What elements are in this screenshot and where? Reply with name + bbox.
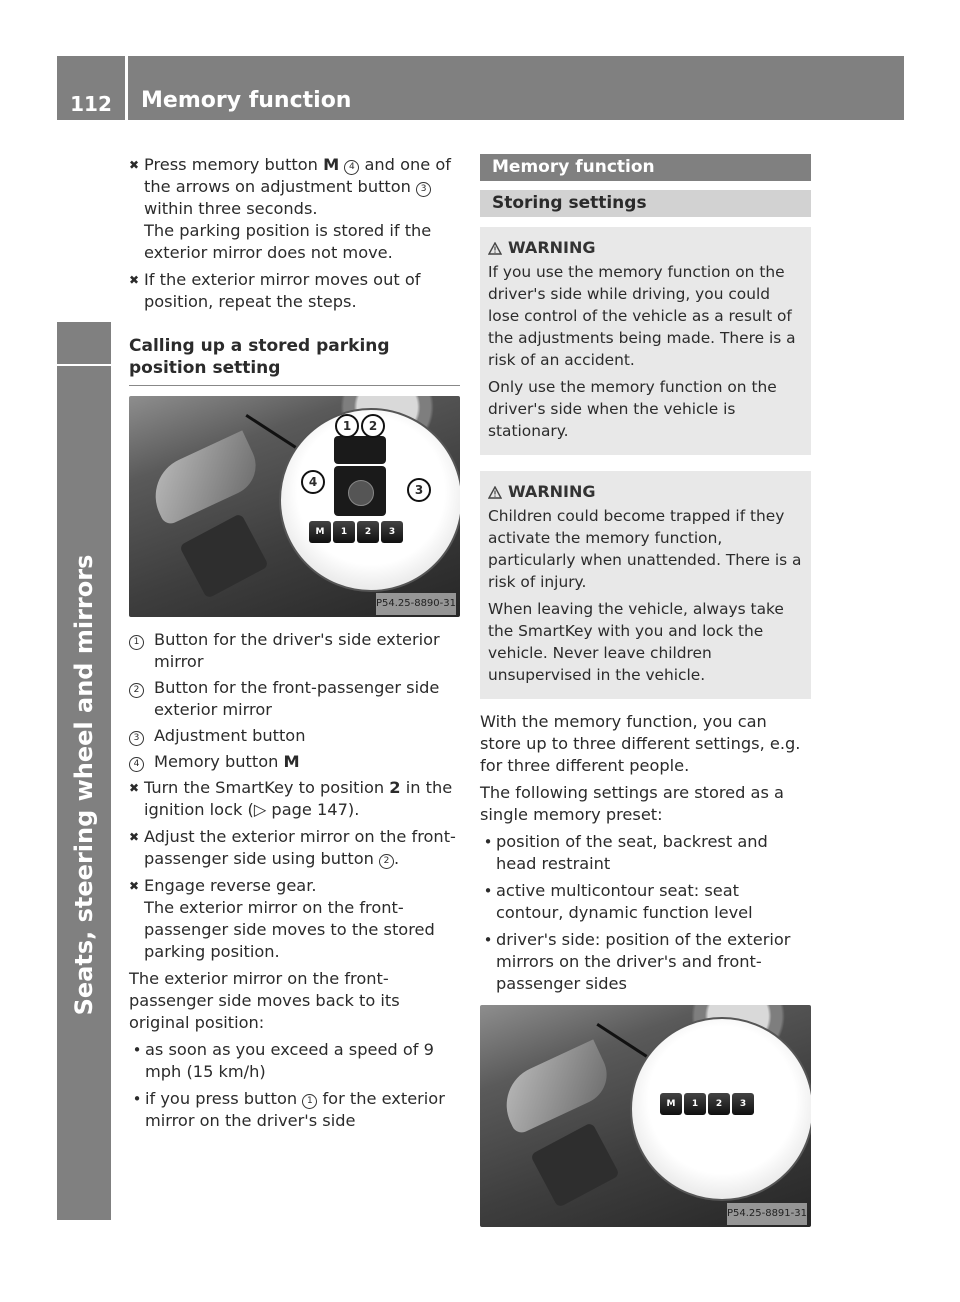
figure-door-panel-callouts <box>129 396 460 617</box>
step-note: The exterior mirror on the front-passenger side moves to the stored parking position. <box>144 898 435 961</box>
callout-3: 3 <box>407 478 431 502</box>
bullet-item: • active multicontour seat: seat contour, dynamic function level <box>480 880 811 924</box>
step-text: Adjust the exterior mirror on the front-passenger side using button 2 . <box>144 827 456 868</box>
page-reference-link[interactable]: page 147). <box>266 800 360 819</box>
paragraph: With the memory function, you can store up to three different settings, e.g. for three different people. <box>480 712 801 775</box>
warning-box <box>480 471 811 699</box>
door-handle <box>494 1039 617 1135</box>
window-switch-panel <box>179 513 269 599</box>
warning-text: If you use the memory function on the driver's side while driving, you could lose control of the vehicle as a result of the adjustments being made. There is a risk of an accident. <box>488 263 796 369</box>
zoom-pointer <box>245 414 299 450</box>
bullet-item: • as soon as you exceed a speed of 9 mph (15 km/h) <box>129 1039 460 1083</box>
callout-number: 1 <box>129 635 144 650</box>
legend-item: 3 Adjustment button <box>129 725 460 747</box>
memory-key-3: 3 <box>381 521 403 543</box>
figure-code: P54.25-8890-31 <box>376 593 456 615</box>
mirror-selector <box>334 436 386 464</box>
paragraph: The exterior mirror on the front-passenger side moves back to its original position: <box>129 969 400 1032</box>
window-switch-panel <box>530 1122 620 1208</box>
subsection-title: Storing settings <box>480 190 811 217</box>
step-text: If the exterior mirror moves out of position, repeat the steps. <box>144 270 421 311</box>
warning-text: When leaving the vehicle, always take the SmartKey with you and lock the vehicle. Never leave children unsupervised in the vehicle. <box>488 600 784 684</box>
bullet-item: • driver's side: position of the exterior mirrors on the driver's and front-passenger sides <box>480 929 811 995</box>
figure-memory-buttons <box>480 1005 811 1227</box>
memory-key-3: 3 <box>732 1093 754 1115</box>
callout-number: 2 <box>379 854 394 869</box>
warning-box <box>480 227 811 455</box>
bullet-icon: • <box>132 1090 142 1108</box>
memory-key-m: M <box>660 1093 682 1115</box>
callout-number: 2 <box>129 683 144 698</box>
instruction-step <box>129 269 460 313</box>
door-handle <box>143 430 266 526</box>
warning-text: Only use the memory function on the driver's side when the vehicle is stationary. <box>488 378 777 440</box>
instruction-step <box>129 154 460 264</box>
callout-1: 1 <box>335 414 359 438</box>
dpad-icon <box>348 480 374 506</box>
page-ref-arrow-icon: ▷ <box>253 800 267 819</box>
warning-title: WARNING <box>488 237 803 259</box>
figure-code: P54.25-8891-31 <box>727 1203 807 1225</box>
arrow-marker-icon: ✖ <box>129 830 140 844</box>
bullet-icon: • <box>483 833 493 851</box>
memory-keys <box>660 1093 754 1115</box>
instruction-step <box>129 826 460 870</box>
warning-text: Children could become trapped if they activate the memory function, particularly when unattended. There is a risk of injury. <box>488 507 802 591</box>
legend-item: 2 Button for the front-passenger side exterior mirror <box>129 677 460 721</box>
warning-triangle-icon <box>488 486 502 499</box>
instruction-step <box>129 875 460 963</box>
warning-title: WARNING <box>488 481 803 503</box>
bullet-item: • if you press button 1 for the exterior mirror on the driver's side <box>129 1088 460 1132</box>
memory-keys <box>309 521 403 543</box>
memory-key-2: 2 <box>357 521 379 543</box>
step-text: Turn the SmartKey to position 2 in the ignition lock (▷ page 147). <box>144 778 453 819</box>
bullet-item: • position of the seat, backrest and head restraint <box>480 831 811 875</box>
paragraph: The following settings are stored as a single memory preset: <box>480 783 784 824</box>
bullet-icon: • <box>483 931 493 949</box>
left-column <box>129 154 460 1137</box>
bullet-icon: • <box>132 1041 142 1059</box>
section-title: Memory function <box>480 154 811 181</box>
header-divider <box>125 56 128 120</box>
arrow-marker-icon: ✖ <box>129 158 140 172</box>
callout-number: 4 <box>129 757 144 772</box>
subheading: Calling up a stored parking position setting <box>129 335 460 386</box>
callout-number: 3 <box>129 731 144 746</box>
step-note: The parking position is stored if the exterior mirror does not move. <box>144 221 432 262</box>
instruction-step <box>129 777 460 821</box>
header-title: Memory function <box>141 88 352 113</box>
callout-2: 2 <box>361 414 385 438</box>
bullet-icon: • <box>483 882 493 900</box>
callout-4: 4 <box>301 470 325 494</box>
step-text: Press memory button M 4 and one of the arrows on adjustment button 3 within three seconds. The parking position is stored if the exterior mirror does not move. <box>144 155 451 262</box>
step-text: Engage reverse gear. The exterior mirror on the front-passenger side moves to the stored parking position. <box>144 876 435 961</box>
callout-number: 1 <box>302 1094 317 1109</box>
memory-key-1: 1 <box>684 1093 706 1115</box>
sidebar-chapter-title: Seats, steering wheel and mirrors <box>70 554 98 1016</box>
zoom-pointer <box>596 1023 650 1059</box>
right-column <box>480 154 811 1239</box>
callout-number: 3 <box>416 182 431 197</box>
arrow-marker-icon: ✖ <box>129 781 140 795</box>
adjustment-pad <box>334 466 386 516</box>
legend-item: 4 Memory button M <box>129 751 460 773</box>
arrow-marker-icon: ✖ <box>129 879 140 893</box>
legend-item: 1 Button for the driver's side exterior mirror <box>129 629 460 673</box>
callout-number: 4 <box>344 160 359 175</box>
warning-triangle-icon <box>488 242 502 255</box>
memory-key-2: 2 <box>708 1093 730 1115</box>
memory-key-1: 1 <box>333 521 355 543</box>
page-number: 112 <box>70 92 112 116</box>
arrow-marker-icon: ✖ <box>129 273 140 287</box>
memory-key-m: M <box>309 521 331 543</box>
